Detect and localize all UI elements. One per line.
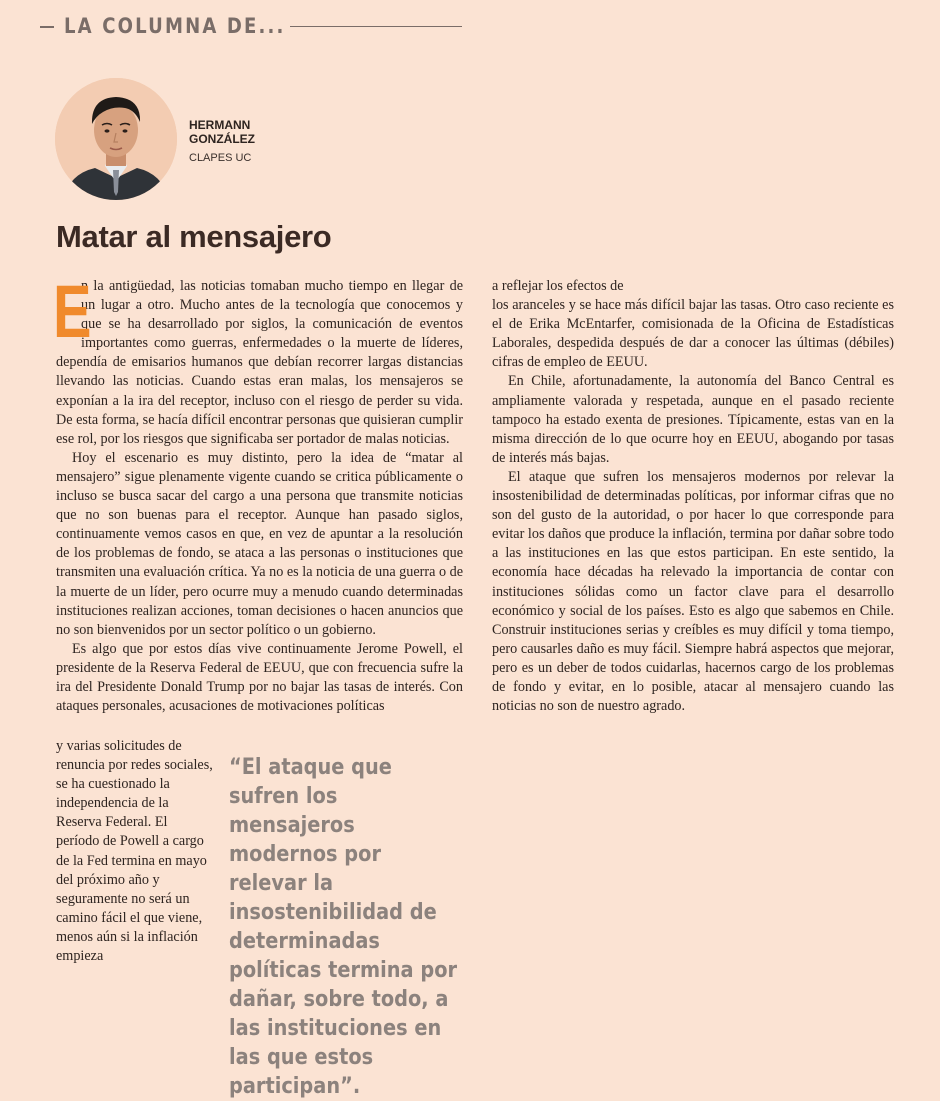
pull-quote: “El ataque que sufren los mensajeros modernos por relevar la insostenibilidad de determinadas políticas termina por dañar, sobre todo, a las instituciones en las que estos participan”.	[229, 754, 458, 1099]
article-column-left-narrow	[56, 737, 213, 966]
section-kicker: LA COLUMNA DE...	[64, 14, 286, 38]
article-paragraph: El ataque que sufren los mensajeros modernos por relevar la insostenibilidad de determinadas políticas, por informar cifras que no son del gusto de la autoridad, o por hacer lo que corresponde para evitar los daños que produce la inflación, termina por dañar sobre todo a las instituciones en las que estos participan. En este sentido, la economía hace décadas ha relevado la importancia de contar con instituciones sólidas como un factor clave para el desarrollo económico y social de los países. Esto es algo que sabemos en Chile. Construir instituciones serias y creíbles es muy difícil y toma tiempo, pero causarles daño es muy fácil. Siempre habrá aspectos que mejorar, pero es un deber de todos cuidarlas, hacernos cargo de los problemas de fondo y evitar, en lo posible, atacar al mensajero cuando las noticias no son de nuestro agrado.	[492, 468, 894, 715]
author-affiliation: CLAPES UC	[189, 152, 252, 164]
article-paragraph: a reflejar los efectos de	[492, 278, 624, 294]
drop-cap: E	[53, 270, 92, 353]
kicker-rule-right	[290, 26, 462, 27]
author-name: HERMANN GONZÁLEZ	[189, 118, 255, 146]
article-column-right	[492, 277, 894, 716]
kicker-rule-left	[40, 26, 54, 28]
author-portrait-illustration	[55, 78, 177, 200]
article-paragraph: En Chile, afortunadamente, la autonomía del Banco Central es ampliamente valorada y respetada, aunque en el pasado reciente tampoco ha estado exenta de presiones. Típicamente, estas van en la misma dirección de lo que ocurre hoy en EEUU, abogando por tasas de interés más bajas.	[492, 373, 894, 466]
article-paragraph	[53, 270, 463, 449]
article-paragraph: Hoy el escenario es muy distinto, pero la idea de “matar al mensajero” sigue plenamente vigente cuando se critica públicamente o incluso se busca sacar del cargo a una persona que transmite noticias que no son buenas para el receptor. Aunque han pasado siglos, continuamente vemos casos en que, en vez de apuntar a la resolución de los problemas de fondo, se ataca a las personas o instituciones que transmiten una evaluación crítica. Ya no es la noticia de una guerra o de la muerte de un líder, pero ocurre muy a menudo cuando determinadas instituciones realizan acciones, toman decisiones o hacen anuncios que no son bienvenidos por un sector político o un gobierno.	[56, 449, 463, 638]
author-photo	[55, 78, 177, 200]
article-paragraph: Es algo que por estos días vive continuamente Jerome Powell, el presidente de la Reserva Federal de EEUU, que con frecuencia sufre la ira del Presidente Donald Trump por no bajar las tasas de interés. Con ataques personales, acusaciones de motivaciones políticas	[56, 640, 463, 715]
article-paragraph: y varias solicitudes de renuncia por redes sociales, se ha cuestionado la independencia de la Reserva Federal. El período de Powell a cargo de la Fed termina en mayo del próximo año y seguramente no será un camino fácil el que viene, menos aún si la inflación empieza	[56, 738, 213, 965]
article-title: Matar al mensajero	[56, 219, 332, 254]
article-paragraph: los aranceles y se hace más difícil bajar las tasas. Otro caso reciente es el de Erika McEntarfer, comisionada de la Oficina de Estadísticas Laborales, despedida después de dar a conocer las últimas (débiles) cifras de empleo de EEUU.	[492, 297, 894, 371]
paragraph-text: n la antigüedad, las noticias tomaban mucho tiempo en llegar de un lugar a otro. Mucho antes de la tecnología que conocemos y que se ha desarrollado por siglos, la comunicación de eventos importantes como guerras, enfermedades o la muerte de líderes, dependía de emisarios humanos que debían recorrer largas distancias llevando las noticias. Cuando estas eran malas, los mensajeros se exponían a la ira del receptor, incluso con el riesgo de perder su vida. De esta forma, se hacía difícil encontrar personas que quisieran cumplir ese rol, por los riesgos que significaba ser portador de malas noticias.	[56, 278, 463, 447]
article-column-left	[53, 270, 463, 716]
author-block	[189, 118, 279, 164]
